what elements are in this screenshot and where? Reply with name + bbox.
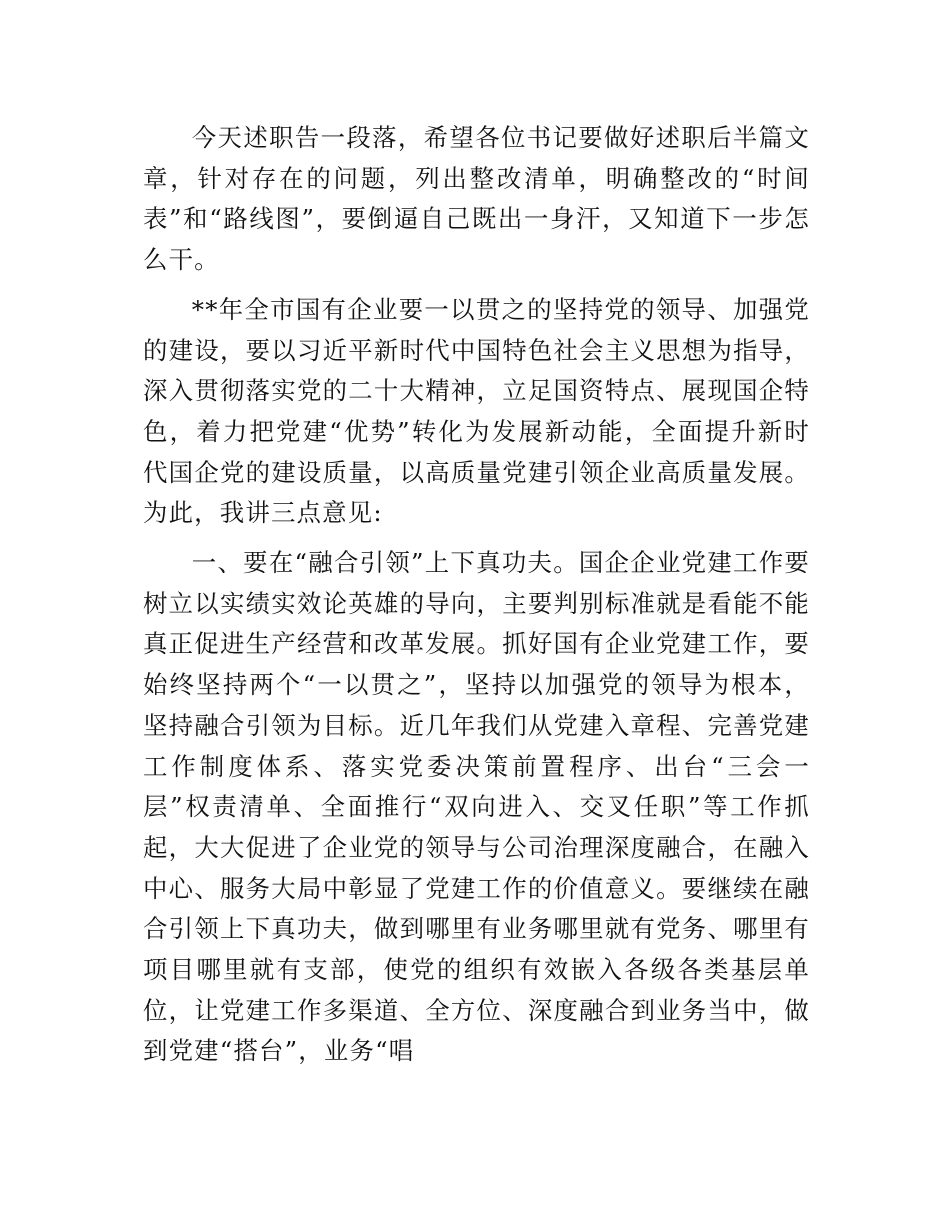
document-body (143, 118, 810, 1072)
paragraph-intro: 今天述职告一段落，希望各位书记要做好述职后半篇文章，针对存在的问题，列出整改清单，明确整改的“时间表”和“路线图”，要倒逼自己既出一身汗，又知道下一步怎么干。 (143, 123, 810, 275)
paragraph-overview: **年全市国有企业要一以贯之的坚持党的领导、加强党的建设，要以习近平新时代中国特色社会主义思想为指导，深入贯彻落实党的二十大精神，立足国资特点、展现国企特色，着力把党建“优势”转化为发展新动能，全面提升新时代国企党的建设质量，以高质量党建引领企业高质量发展。为此，我讲三点意见: (143, 294, 810, 528)
paragraph-point-one: 一、要在“融合引领”上下真功夫。国企企业党建工作要树立以实绩实效论英雄的导向，主要判别标准就是看能不能真正促进生产经营和改革发展。抓好国有企业党建工作，要始终坚持两个“一以贯之”，坚持以加强党的领导为根本，坚持融合引领为目标。近几年我们从党建入章程、完善党建工作制度体系、落实党委决策前置程序、出台“三会一层”权责清单、全面推行“双向进入、交叉任职”等工作抓起，大大促进了企业党的领导与公司治理深度融合，在融入中心、服务大局中彰显了党建工作的价值意义。要继续在融合引领上下真功夫，做到哪里有业务哪里就有党务、哪里有项目哪里就有支部，使党的组织有效嵌入各级各类基层单位，让党建工作多渠道、全方位、深度融合到业务当中，做到党建“搭台”，业务“唱 (143, 548, 810, 1066)
